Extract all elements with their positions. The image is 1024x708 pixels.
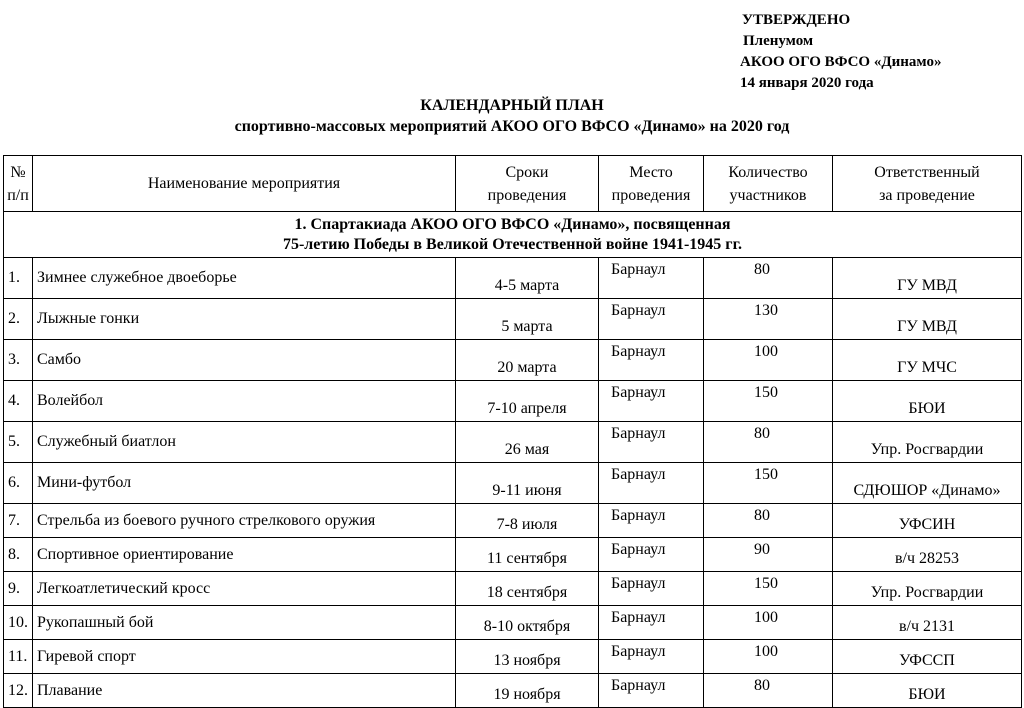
participants-count: 90 bbox=[704, 538, 833, 572]
participants-count: 80 bbox=[704, 674, 833, 708]
table-row bbox=[4, 572, 1022, 606]
event-place: Барнаул bbox=[599, 504, 704, 538]
approval-line: АКОО ОГО ВФСО «Динамо» bbox=[740, 54, 942, 70]
header-place bbox=[599, 156, 704, 212]
event-name: Мини-футбол bbox=[33, 463, 456, 504]
responsible-org: УФСИН bbox=[833, 504, 1022, 538]
event-dates: 7-10 апреля bbox=[456, 381, 599, 422]
responsible-org: ГУ МВД bbox=[833, 299, 1022, 340]
table-row bbox=[4, 640, 1022, 674]
event-dates: 13 ноября bbox=[456, 640, 599, 674]
header-num-line1: № bbox=[10, 163, 26, 181]
table-row bbox=[4, 422, 1022, 463]
event-name: Гиревой спорт bbox=[33, 640, 456, 674]
event-dates: 26 мая bbox=[456, 422, 599, 463]
table-row bbox=[4, 504, 1022, 538]
event-name: Спортивное ориентирование bbox=[33, 538, 456, 572]
header-name: Наименование мероприятия bbox=[33, 156, 456, 212]
event-place: Барнаул bbox=[599, 422, 704, 463]
event-place: Барнаул bbox=[599, 381, 704, 422]
event-name: Волейбол bbox=[33, 381, 456, 422]
calendar-plan-table bbox=[3, 155, 1022, 708]
participants-count: 150 bbox=[704, 381, 833, 422]
table-row bbox=[4, 381, 1022, 422]
event-dates: 7-8 июля bbox=[456, 504, 599, 538]
section-row bbox=[4, 212, 1022, 258]
responsible-org: в/ч 28253 bbox=[833, 538, 1022, 572]
header-num-line2: п/п bbox=[7, 186, 29, 204]
row-number: 10. bbox=[4, 606, 33, 640]
participants-count: 150 bbox=[704, 463, 833, 504]
approval-line: 14 января 2020 года bbox=[740, 75, 874, 91]
approval-line: УТВЕРЖДЕНО bbox=[742, 12, 851, 28]
responsible-org: Упр. Росгвардии bbox=[833, 572, 1022, 606]
section-title-line1: 1. Спартакиада АКОО ОГО ВФСО «Динамо», посвященная bbox=[294, 215, 731, 233]
event-place: Барнаул bbox=[599, 299, 704, 340]
event-place: Барнаул bbox=[599, 538, 704, 572]
event-name: Самбо bbox=[33, 340, 456, 381]
approval-line: Пленумом bbox=[743, 33, 814, 49]
table-row bbox=[4, 606, 1022, 640]
responsible-org: в/ч 2131 bbox=[833, 606, 1022, 640]
event-dates: 4-5 марта bbox=[456, 258, 599, 299]
row-number: 2. bbox=[4, 299, 33, 340]
event-place: Барнаул bbox=[599, 258, 704, 299]
event-dates: 11 сентября bbox=[456, 538, 599, 572]
row-number: 9. bbox=[4, 572, 33, 606]
event-name: Рукопашный бой bbox=[33, 606, 456, 640]
header-dates-line1: Сроки bbox=[505, 163, 549, 181]
participants-count: 80 bbox=[704, 258, 833, 299]
event-name: Легкоатлетический кросс bbox=[33, 572, 456, 606]
approval-block bbox=[740, 10, 941, 94]
event-name: Зимнее служебное двоеборье bbox=[33, 258, 456, 299]
header-responsible bbox=[833, 156, 1022, 212]
participants-count: 80 bbox=[704, 504, 833, 538]
participants-count: 100 bbox=[704, 340, 833, 381]
table-row bbox=[4, 463, 1022, 504]
event-place: Барнаул bbox=[599, 572, 704, 606]
table-row bbox=[4, 258, 1022, 299]
responsible-org: УФССП bbox=[833, 640, 1022, 674]
responsible-org: БЮИ bbox=[833, 674, 1022, 708]
header-responsible-line2: за проведение bbox=[879, 186, 975, 204]
event-place: Барнаул bbox=[599, 640, 704, 674]
row-number: 7. bbox=[4, 504, 33, 538]
header-dates bbox=[456, 156, 599, 212]
event-dates: 20 марта bbox=[456, 340, 599, 381]
event-dates: 19 ноября bbox=[456, 674, 599, 708]
row-number: 1. bbox=[4, 258, 33, 299]
event-place: Барнаул bbox=[599, 606, 704, 640]
header-place-line1: Место bbox=[629, 163, 673, 181]
table-row bbox=[4, 538, 1022, 572]
responsible-org: ГУ МЧС bbox=[833, 340, 1022, 381]
header-count bbox=[704, 156, 833, 212]
header-dates-line2: проведения bbox=[487, 186, 567, 204]
event-name: Стрельба из боевого ручного стрелкового оружия bbox=[33, 504, 456, 538]
header-place-line2: проведения bbox=[611, 186, 691, 204]
participants-count: 150 bbox=[704, 572, 833, 606]
event-place: Барнаул bbox=[599, 463, 704, 504]
header-responsible-line1: Ответственный bbox=[874, 163, 980, 181]
section-title-line2: 75-летию Победы в Великой Отечественной войне 1941-1945 гг. bbox=[282, 235, 743, 253]
event-dates: 18 сентября bbox=[456, 572, 599, 606]
header-count-line1: Количество bbox=[728, 163, 808, 181]
row-number: 6. bbox=[4, 463, 33, 504]
document-subtitle: спортивно-массовых мероприятий АКОО ОГО ВФСО «Динамо» на 2020 год bbox=[234, 118, 790, 135]
event-name: Лыжные гонки bbox=[33, 299, 456, 340]
responsible-org: ГУ МВД bbox=[833, 258, 1022, 299]
event-name: Служебный биатлон bbox=[33, 422, 456, 463]
header-num bbox=[4, 156, 33, 212]
row-number: 3. bbox=[4, 340, 33, 381]
responsible-org: Упр. Росгвардии bbox=[833, 422, 1022, 463]
event-place: Барнаул bbox=[599, 340, 704, 381]
section-title bbox=[4, 212, 1022, 258]
participants-count: 80 bbox=[704, 422, 833, 463]
row-number: 8. bbox=[4, 538, 33, 572]
table-header-row bbox=[4, 156, 1022, 212]
table-row bbox=[4, 299, 1022, 340]
responsible-org: СДЮШОР «Динамо» bbox=[833, 463, 1022, 504]
participants-count: 130 bbox=[704, 299, 833, 340]
row-number: 11. bbox=[4, 640, 33, 674]
event-dates: 5 марта bbox=[456, 299, 599, 340]
row-number: 4. bbox=[4, 381, 33, 422]
event-dates: 8-10 октября bbox=[456, 606, 599, 640]
event-dates: 9-11 июня bbox=[456, 463, 599, 504]
event-place: Барнаул bbox=[599, 674, 704, 708]
row-number: 12. bbox=[4, 674, 33, 708]
row-number: 5. bbox=[4, 422, 33, 463]
participants-count: 100 bbox=[704, 640, 833, 674]
participants-count: 100 bbox=[704, 606, 833, 640]
table-row bbox=[4, 340, 1022, 381]
header-count-line2: участников bbox=[729, 186, 807, 204]
responsible-org: БЮИ bbox=[833, 381, 1022, 422]
event-name: Плавание bbox=[33, 674, 456, 708]
document-title: КАЛЕНДАРНЫЙ ПЛАН bbox=[420, 97, 604, 114]
